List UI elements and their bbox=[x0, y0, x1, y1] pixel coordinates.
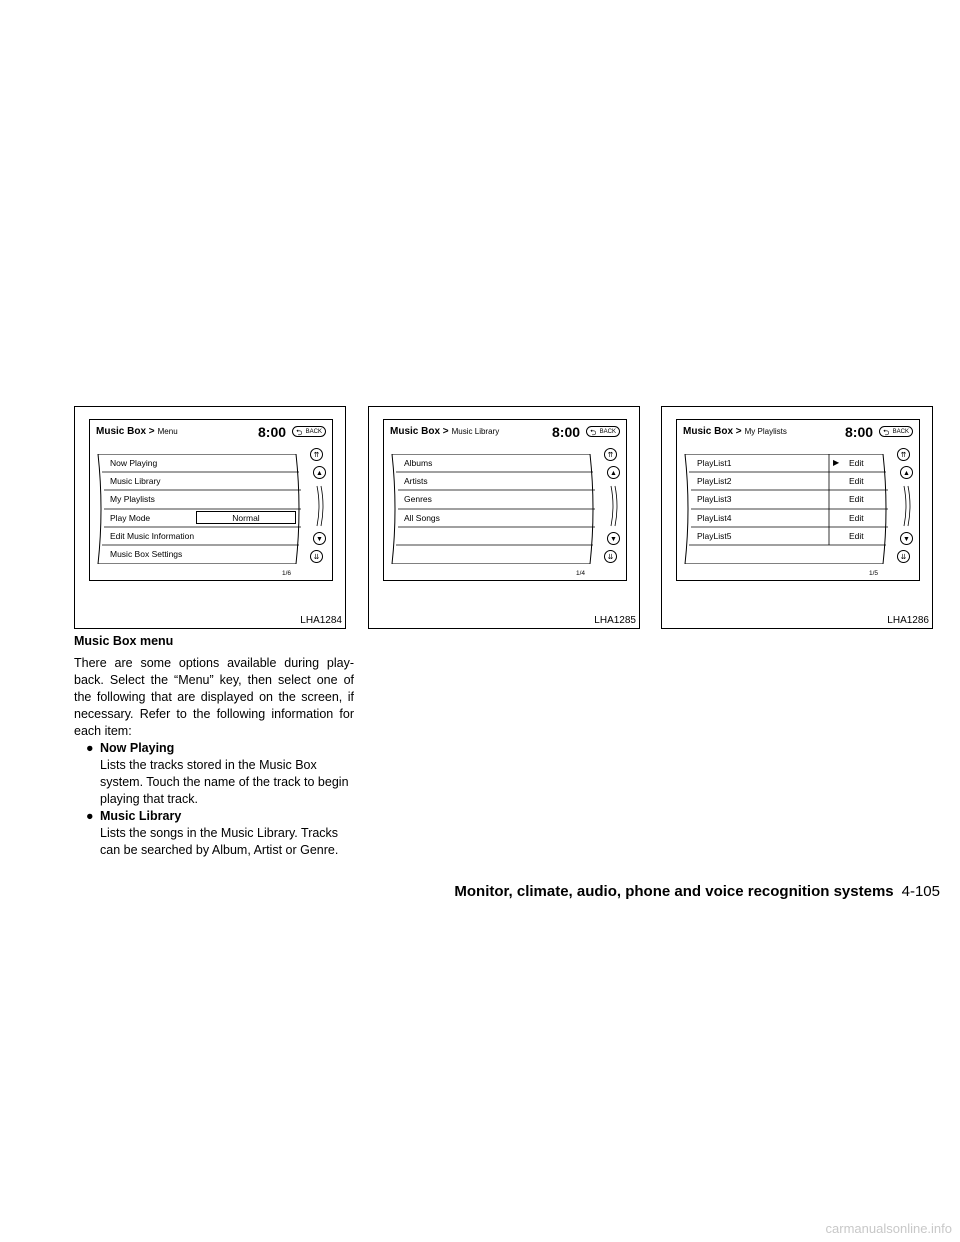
play-mode-value[interactable]: Normal bbox=[196, 511, 296, 524]
bullet-text: Lists the tracks stored in the Music Box system. Touch the name of the track to begin playing that track. bbox=[100, 758, 349, 806]
figure-code: LHA1284 bbox=[300, 615, 342, 626]
scroll-up-icon[interactable]: ▲ bbox=[607, 466, 620, 479]
menu-list bbox=[96, 454, 302, 564]
play-arrow-icon: ▶ bbox=[833, 458, 840, 467]
back-label: BACK bbox=[892, 429, 909, 435]
header-main: Music Box > bbox=[390, 426, 449, 437]
back-button[interactable] bbox=[292, 426, 326, 437]
screen-header bbox=[96, 426, 178, 437]
list-item-playlist1[interactable]: PlayList1 bbox=[697, 458, 732, 468]
page-number: 4-105 bbox=[901, 883, 940, 900]
bullet-icon: ● bbox=[86, 741, 94, 755]
bullet-title: Music Library bbox=[100, 809, 182, 823]
header-sub: Music Library bbox=[451, 427, 500, 436]
figure-code: LHA1285 bbox=[594, 615, 636, 626]
scroll-bottom-icon[interactable]: ⇊ bbox=[897, 550, 910, 563]
menu-list bbox=[683, 454, 889, 564]
list-item-playlist5[interactable]: PlayList5 bbox=[697, 531, 732, 541]
scroll-up-icon[interactable]: ▲ bbox=[900, 466, 913, 479]
screen-display bbox=[383, 419, 627, 581]
list-item-edit-music-information[interactable]: Edit Music Information bbox=[110, 531, 195, 541]
scroll-controls bbox=[600, 448, 624, 564]
list-item-playlist3[interactable]: PlayList3 bbox=[697, 494, 732, 504]
header-main: Music Box > bbox=[96, 426, 155, 437]
list-item-my-playlists[interactable]: My Playlists bbox=[110, 494, 155, 504]
back-arrow-icon: ⮌ bbox=[590, 428, 597, 437]
list-item-playlist2[interactable]: PlayList2 bbox=[697, 476, 732, 486]
list-item-albums[interactable]: Albums bbox=[404, 458, 433, 468]
figure-music-box-menu bbox=[74, 406, 346, 629]
scroll-top-icon[interactable]: ⇈ bbox=[310, 448, 323, 461]
scroll-bottom-icon[interactable]: ⇊ bbox=[604, 550, 617, 563]
scroll-bottom-icon[interactable]: ⇊ bbox=[310, 550, 323, 563]
figure-music-library bbox=[368, 406, 640, 629]
list-item-playlist4[interactable]: PlayList4 bbox=[697, 513, 732, 523]
bullet-icon: ● bbox=[86, 809, 94, 823]
section-heading: Music Box menu bbox=[74, 634, 174, 648]
clock: 8:00 bbox=[258, 424, 287, 440]
screen-header bbox=[390, 426, 499, 437]
intro-paragraph: There are some options available during play-back. Select the “Menu” key, then select one of the following that are displayed on the screen, if necessary. Refer to the following information for each item: bbox=[74, 656, 354, 738]
scroll-top-icon[interactable]: ⇈ bbox=[897, 448, 910, 461]
list-item-music-box-settings[interactable]: Music Box Settings bbox=[110, 549, 183, 559]
bullet-text: Lists the songs in the Music Library. Tracks can be searched by Album, Artist or Genre. bbox=[100, 826, 339, 857]
screen-display bbox=[89, 419, 333, 581]
list-item-all-songs[interactable]: All Songs bbox=[404, 513, 440, 523]
back-button[interactable] bbox=[586, 426, 620, 437]
list-item-play-mode[interactable]: Play Mode bbox=[110, 513, 151, 523]
scroll-down-icon[interactable]: ▼ bbox=[607, 532, 620, 545]
edit-button[interactable]: Edit bbox=[849, 458, 864, 468]
menu-list bbox=[390, 454, 596, 564]
back-arrow-icon: ⮌ bbox=[883, 428, 890, 437]
page-footer bbox=[454, 883, 940, 900]
clock: 8:00 bbox=[552, 424, 581, 440]
scroll-controls bbox=[306, 448, 330, 564]
clock: 8:00 bbox=[845, 424, 874, 440]
page-indicator: 1/5 bbox=[869, 570, 879, 577]
page-indicator: 1/4 bbox=[576, 570, 586, 577]
back-label: BACK bbox=[305, 429, 322, 435]
edit-button[interactable]: Edit bbox=[849, 476, 864, 486]
header-sub: My Playlists bbox=[744, 427, 787, 436]
scroll-down-icon[interactable]: ▼ bbox=[900, 532, 913, 545]
edit-button[interactable]: Edit bbox=[849, 494, 864, 504]
back-arrow-icon: ⮌ bbox=[296, 428, 303, 437]
edit-button[interactable]: Edit bbox=[849, 531, 864, 541]
screen-display bbox=[676, 419, 920, 581]
list-item-music-library[interactable]: Music Library bbox=[110, 476, 161, 486]
page-indicator: 1/6 bbox=[282, 570, 292, 577]
watermark: carmanualsonline.info bbox=[825, 1221, 952, 1236]
scroll-up-icon[interactable]: ▲ bbox=[313, 466, 326, 479]
chapter-title: Monitor, climate, audio, phone and voice recognition systems bbox=[454, 883, 894, 900]
header-main: Music Box > bbox=[683, 426, 742, 437]
list-item-now-playing[interactable]: Now Playing bbox=[110, 458, 158, 468]
list-item-artists[interactable]: Artists bbox=[404, 476, 428, 486]
screen-header bbox=[683, 426, 787, 437]
header-sub: Menu bbox=[157, 427, 178, 436]
figure-code: LHA1286 bbox=[887, 615, 929, 626]
figure-my-playlists bbox=[661, 406, 933, 629]
figure-row bbox=[74, 406, 933, 631]
edit-button[interactable]: Edit bbox=[849, 513, 864, 523]
bullet-title: Now Playing bbox=[100, 741, 175, 755]
scroll-controls bbox=[893, 448, 917, 564]
back-button[interactable] bbox=[879, 426, 913, 437]
scroll-down-icon[interactable]: ▼ bbox=[313, 532, 326, 545]
list-item-genres[interactable]: Genres bbox=[404, 494, 432, 504]
scroll-top-icon[interactable]: ⇈ bbox=[604, 448, 617, 461]
back-label: BACK bbox=[599, 429, 616, 435]
